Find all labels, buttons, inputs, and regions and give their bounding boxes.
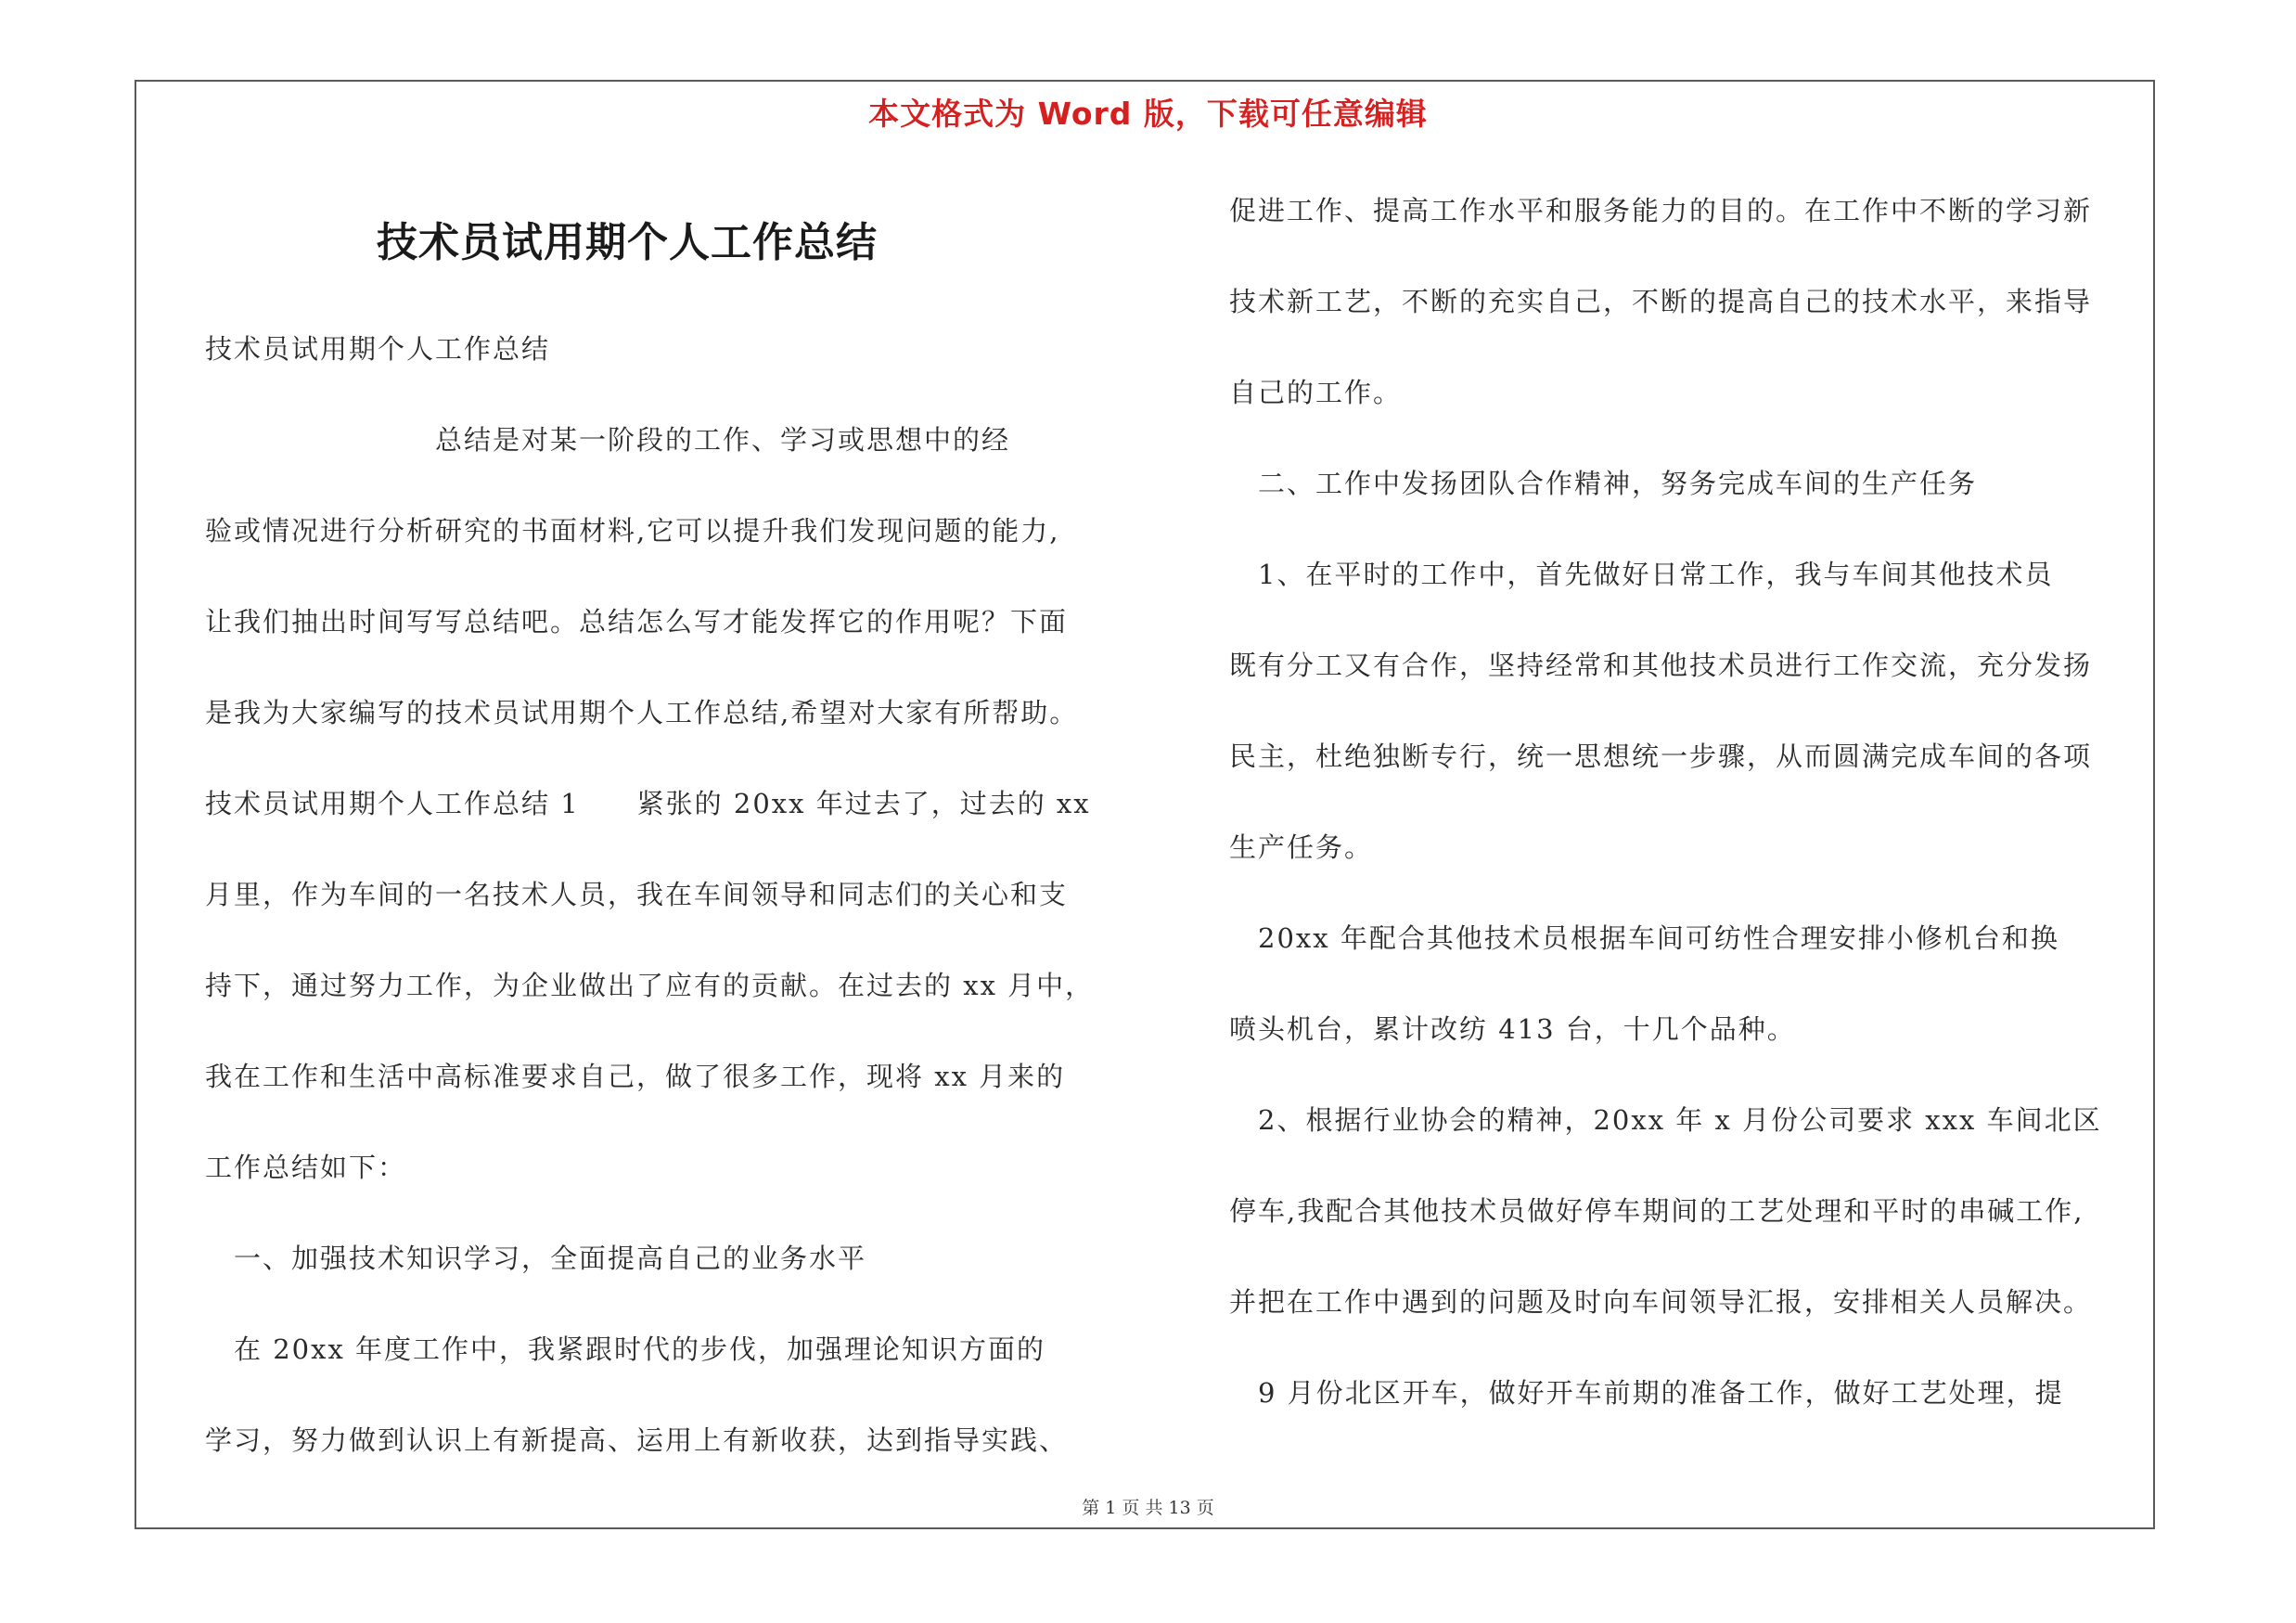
text-line: 民主，杜绝独断专行，统一思想统一步骤，从而圆满完成车间的各项	[1229, 741, 2093, 772]
section-heading: 二、工作中发扬团队合作精神，努务完成车间的生产任务	[1229, 468, 1978, 499]
text-line: 总结是对某一阶段的工作、学习或思想中的经	[205, 424, 1011, 456]
text-line: 技术员试用期个人工作总结 1 紧张的 20xx 年过去了，过去的 xx	[205, 788, 1091, 819]
text-line: 促进工作、提高工作水平和服务能力的目的。在工作中不断的学习新	[1229, 195, 2093, 226]
text-line: 持下，通过努力工作，为企业做出了应有的贡献。在过去的 xx 月中，	[205, 970, 1095, 1001]
text-line: 技术新工艺，不断的充实自己，不断的提高自己的技术水平，来指导	[1229, 286, 2093, 317]
page-number: 第 1 页 共 13 页	[1082, 1498, 1214, 1518]
text-line: 自己的工作。	[1229, 377, 1403, 408]
text-line: 9 月份北区开车，做好开车前期的准备工作，做好工艺处理，提	[1229, 1377, 2064, 1409]
text-line: 2、根据行业协会的精神，20xx 年 x 月份公司要求 xxx 车间北区	[1229, 1104, 2102, 1136]
text-line: 1、在平时的工作中，首先做好日常工作，我与车间其他技术员	[1229, 559, 2054, 590]
text-line: 20xx 年配合其他技术员根据车间可纺性合理安排小修机台和换	[1229, 922, 2059, 954]
text-line: 让我们抽出时间写写总结吧。总结怎么写才能发挥它的作用呢？下面	[205, 606, 1069, 638]
text-line: 是我为大家编写的技术员试用期个人工作总结,希望对大家有所帮助。	[205, 697, 1079, 728]
text-line: 我在工作和生活中高标准要求自己，做了很多工作，现将 xx 月来的	[205, 1061, 1066, 1092]
text-line: 工作总结如下：	[205, 1152, 407, 1183]
text-line: 月里，作为车间的一名技术人员，我在车间领导和同志们的关心和支	[205, 879, 1069, 910]
document-title: 技术员试用期个人工作总结	[377, 219, 878, 266]
right-column	[1229, 165, 2157, 1438]
section-heading: 一、加强技术知识学习，全面提高自己的业务水平	[205, 1243, 867, 1274]
text-line: 在 20xx 年度工作中，我紧跟时代的步伐，加强理论知识方面的	[205, 1333, 1046, 1365]
text-line: 验或情况进行分析研究的书面材料,它可以提升我们发现问题的能力,	[205, 515, 1060, 547]
text-line: 既有分工又有合作，坚持经常和其他技术员进行工作交流，充分发扬	[1229, 650, 2093, 681]
text-line: 喷头机台，累计改纺 413 台，十几个品种。	[1229, 1013, 1796, 1045]
text-line: 停车,我配合其他技术员做好停车期间的工艺处理和平时的串碱工作,	[1229, 1195, 2084, 1227]
left-column	[205, 303, 1142, 1486]
format-banner: 本文格式为 Word 版，下载可任意编辑	[868, 96, 1428, 132]
text-line: 技术员试用期个人工作总结	[205, 333, 551, 365]
text-line: 学习，努力做到认识上有新提高、运用上有新收获，达到指导实践、	[205, 1424, 1069, 1456]
text-line: 并把在工作中遇到的问题及时向车间领导汇报，安排相关人员解决。	[1229, 1286, 2093, 1318]
text-line: 生产任务。	[1229, 831, 1374, 863]
